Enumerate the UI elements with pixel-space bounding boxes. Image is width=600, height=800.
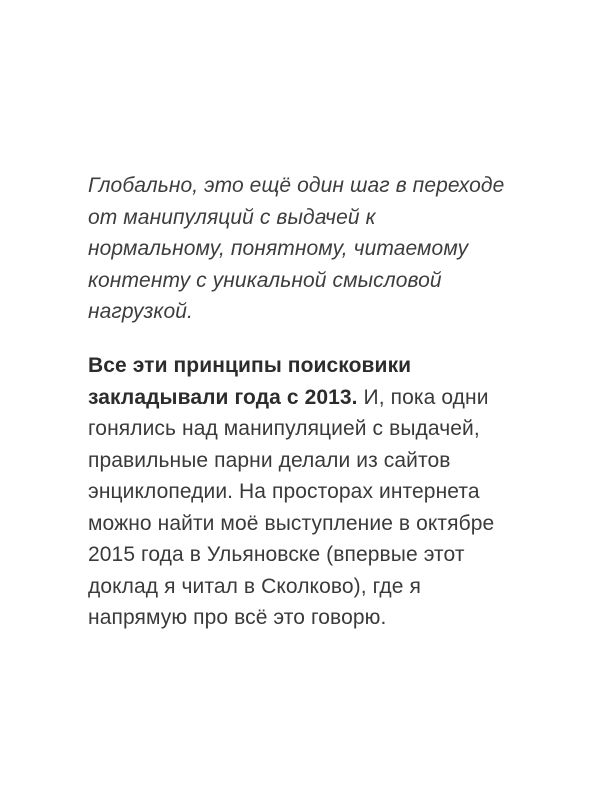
paragraph-line-continuation: И, пока одни <box>357 385 489 409</box>
bold-lead-text: закладывали года с 2013. <box>88 385 358 409</box>
paragraph-line: энциклопедии. На просторах интернета <box>88 480 480 503</box>
paragraph-line: можно найти моё выступление в октябре <box>88 511 495 535</box>
paragraph-line: нормальному, понятному, читаемому <box>88 237 469 260</box>
italic-paragraph <box>88 170 528 328</box>
paragraph-line: напрямую про всё это говорю. <box>88 606 387 629</box>
paragraph-line: от манипуляций с выдачей к <box>88 205 376 229</box>
paragraph-line: Глобально, это ещё один шаг в переходе <box>88 174 505 197</box>
paragraph-line: гонялись над манипуляцией с выдачей, <box>88 417 480 440</box>
paragraph-line: 2015 года в Ульяновске (впервые этот <box>88 543 465 566</box>
paragraph-line: доклад я читал в Сколково), где я <box>88 574 421 598</box>
body-paragraph <box>88 350 528 634</box>
paragraph-line <box>88 382 528 414</box>
paragraph-line: правильные парни делали из сайтов <box>88 448 451 472</box>
paragraph-line: нагрузкой. <box>88 300 193 323</box>
bold-lead-line: Все эти принципы поисковики <box>88 354 412 377</box>
paragraph-line: контенту с уникальной смысловой <box>88 268 442 292</box>
